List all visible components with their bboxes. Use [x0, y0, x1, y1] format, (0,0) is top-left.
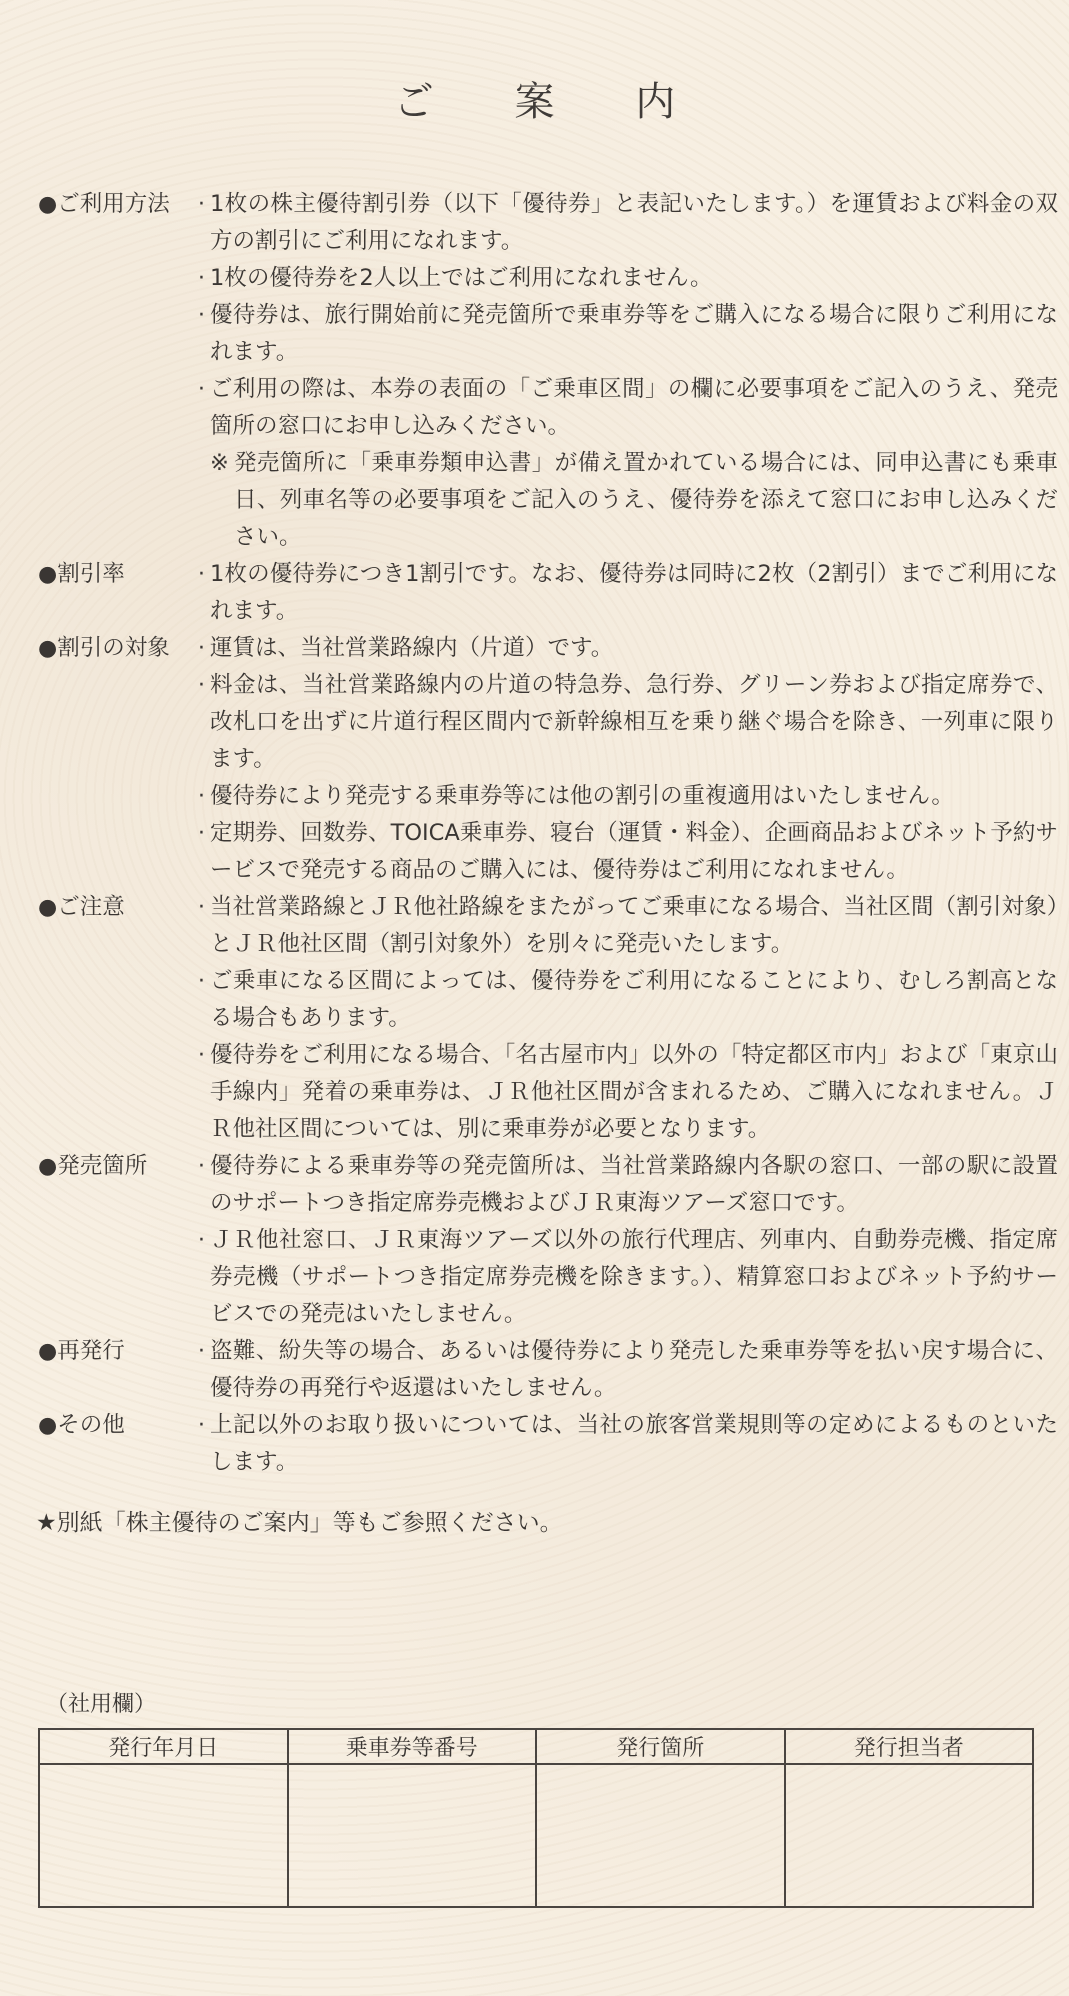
- section-heading-text: ご利用方法: [57, 191, 170, 217]
- list-item: [193, 815, 1058, 889]
- bullet-dot-icon: ●: [38, 1339, 58, 1364]
- bullet-point-icon: ·: [197, 635, 206, 661]
- bullet-point-icon: ·: [197, 820, 206, 846]
- bullet-point-icon: ·: [197, 561, 206, 587]
- column-header-issuing-office: 発行箇所: [536, 1729, 785, 1764]
- item-text: 発売箇所に「乗車券類申込書」が備え置かれている場合には、同申込書にも乗車日、列車名等の必要事項をご記入のうえ、優待券を添えて窓口にお申し込みください。: [234, 450, 1058, 550]
- item-text: 優待券による乗車券等の発売箇所は、当社営業路線内各駅の窓口、一部の駅に設置のサポートつき指定席券売機およびＪＲ東海ツアーズ窓口です。: [210, 1153, 1058, 1216]
- issuing-office-cell[interactable]: [536, 1764, 785, 1907]
- company-use-label: （社用欄）: [46, 1692, 157, 1717]
- item-text: 上記以外のお取り扱いについては、当社の旅客営業規則等の定めによるものといたします。: [210, 1412, 1058, 1475]
- section-body: [193, 630, 1058, 889]
- bullet-point-icon: ·: [197, 1338, 206, 1364]
- item-text: 1枚の優待券を2人以上ではご利用になれません。: [210, 265, 713, 291]
- section-heading: [38, 1333, 193, 1370]
- bullet-point-icon: ·: [197, 376, 206, 402]
- list-item: [193, 1333, 1058, 1407]
- note-mark-icon: ※: [210, 450, 229, 476]
- section-heading: [38, 186, 193, 223]
- guidance-section: [38, 556, 1058, 630]
- item-text: 料金は、当社営業路線内の片道の特急券、急行券、グリーン券および指定席券で、改札口を出ずに片道行程区間内で新幹線相互を乗り継ぐ場合を除き、一列車に限ります。: [210, 672, 1058, 772]
- list-item: [193, 297, 1058, 371]
- reference-note: ★別紙「株主優待のご案内」等もご参照ください。: [36, 1510, 563, 1536]
- bullet-point-icon: ·: [197, 672, 206, 698]
- guidance-sections: [38, 186, 1058, 1481]
- section-body: [193, 1148, 1058, 1333]
- item-text: 1枚の優待券につき1割引です。なお、優待券は同時に2枚（2割引）までご利用になれます。: [210, 561, 1058, 624]
- bullet-dot-icon: ●: [38, 562, 58, 587]
- bullet-dot-icon: ●: [38, 895, 58, 920]
- list-item: [193, 371, 1058, 445]
- section-body: [193, 889, 1058, 1148]
- page-title: ご 案 内: [393, 79, 710, 125]
- guidance-section: [38, 889, 1058, 1148]
- section-heading: [38, 1148, 193, 1185]
- list-item: [193, 556, 1058, 630]
- bullet-point-icon: ·: [197, 1227, 206, 1253]
- list-item: [193, 1222, 1058, 1333]
- column-header-ticket-number: 乗車券等番号: [288, 1729, 537, 1764]
- bullet-dot-icon: ●: [38, 192, 58, 217]
- list-item: [193, 889, 1058, 963]
- bullet-dot-icon: ●: [38, 636, 58, 661]
- guidance-section: [38, 1148, 1058, 1333]
- bullet-point-icon: ·: [197, 968, 206, 994]
- bullet-point-icon: ·: [197, 191, 206, 217]
- column-header-issue-date: 発行年月日: [39, 1729, 288, 1764]
- list-item: [193, 667, 1058, 778]
- section-heading-text: 割引の対象: [57, 635, 170, 661]
- column-header-issuing-staff: 発行担当者: [785, 1729, 1034, 1764]
- list-item: [193, 186, 1058, 260]
- guidance-section: [38, 186, 1058, 556]
- section-heading-text: その他: [57, 1412, 125, 1438]
- bullet-dot-icon: ●: [38, 1154, 58, 1179]
- list-item: [193, 1148, 1058, 1222]
- guidance-section: [38, 630, 1058, 889]
- company-use-entry-row: [39, 1764, 1033, 1907]
- section-body: [193, 1333, 1058, 1407]
- company-use-table: [38, 1728, 1034, 1908]
- guidance-section: [38, 1333, 1058, 1407]
- section-heading: [38, 630, 193, 667]
- item-text: 盗難、紛失等の場合、あるいは優待券により発売した乗車券等を払い戻す場合に、優待券の再発行や返還はいたしません。: [210, 1338, 1058, 1401]
- bullet-point-icon: ·: [197, 265, 206, 291]
- item-text: 優待券は、旅行開始前に発売箇所で乗車券等をご購入になる場合に限りご利用になれます。: [210, 302, 1058, 365]
- list-item: [193, 630, 1058, 667]
- bullet-point-icon: ·: [197, 302, 206, 328]
- item-text: ご乗車になる区間によっては、優待券をご利用になることにより、むしろ割高となる場合もあります。: [210, 968, 1058, 1031]
- list-item: [193, 1407, 1058, 1481]
- section-body: [193, 1407, 1058, 1481]
- section-heading-text: 発売箇所: [57, 1153, 148, 1179]
- company-use-header-row: [39, 1729, 1033, 1764]
- section-heading-text: 再発行: [57, 1338, 125, 1364]
- issuing-staff-cell[interactable]: [785, 1764, 1034, 1907]
- item-text: 定期券、回数券、TOICA乗車券、寝台（運賃・料金）、企画商品およびネット予約サービスで発売する商品のご購入には、優待券はご利用になれません。: [210, 820, 1058, 883]
- note-item: [193, 445, 1058, 556]
- list-item: [193, 963, 1058, 1037]
- item-text: ＪＲ他社窓口、ＪＲ東海ツアーズ以外の旅行代理店、列車内、自動券売機、指定席券売機（サポートつき指定席券売機を除きます。）、精算窓口およびネット予約サービスでの発売はいたしません。: [210, 1227, 1058, 1327]
- bullet-point-icon: ·: [197, 1153, 206, 1179]
- section-heading-text: ご注意: [57, 894, 125, 920]
- bullet-point-icon: ·: [197, 1412, 206, 1438]
- section-body: [193, 556, 1058, 630]
- section-heading: [38, 889, 193, 926]
- bullet-point-icon: ·: [197, 783, 206, 809]
- item-text: 優待券により発売する乗車券等には他の割引の重複適用はいたしません。: [210, 783, 954, 809]
- list-item: [193, 778, 1058, 815]
- section-body: [193, 186, 1058, 556]
- section-heading: [38, 556, 193, 593]
- item-text: ご利用の際は、本券の表面の「ご乗車区間」の欄に必要事項をご記入のうえ、発売箇所の窓口にお申し込みください。: [210, 376, 1058, 439]
- item-text: 優待券をご利用になる場合、「名古屋市内」以外の「特定都区市内」および「東京山手線内」発着の乗車券は、ＪＲ他社区間が含まれるため、ご購入になれません。ＪＲ他社区間については、別に乗車券が必要となります。: [210, 1042, 1058, 1142]
- item-text: 1枚の株主優待割引券（以下「優待券」と表記いたします。）を運賃および料金の双方の割引にご利用になれます。: [210, 191, 1058, 254]
- section-heading: [38, 1407, 193, 1444]
- issue-date-cell[interactable]: [39, 1764, 288, 1907]
- item-text: 当社営業路線とＪＲ他社路線をまたがってご乗車になる場合、当社区間（割引対象）とＪＲ他社区間（割引対象外）を別々に発売いたします。: [210, 894, 1058, 957]
- bullet-point-icon: ·: [197, 1042, 206, 1068]
- bullet-point-icon: ·: [197, 894, 206, 920]
- bullet-dot-icon: ●: [38, 1413, 58, 1438]
- list-item: [193, 1037, 1058, 1148]
- ticket-number-cell[interactable]: [288, 1764, 537, 1907]
- section-heading-text: 割引率: [57, 561, 125, 587]
- guidance-section: [38, 1407, 1058, 1481]
- list-item: [193, 260, 1058, 297]
- item-text: 運賃は、当社営業路線内（片道）です。: [210, 635, 614, 661]
